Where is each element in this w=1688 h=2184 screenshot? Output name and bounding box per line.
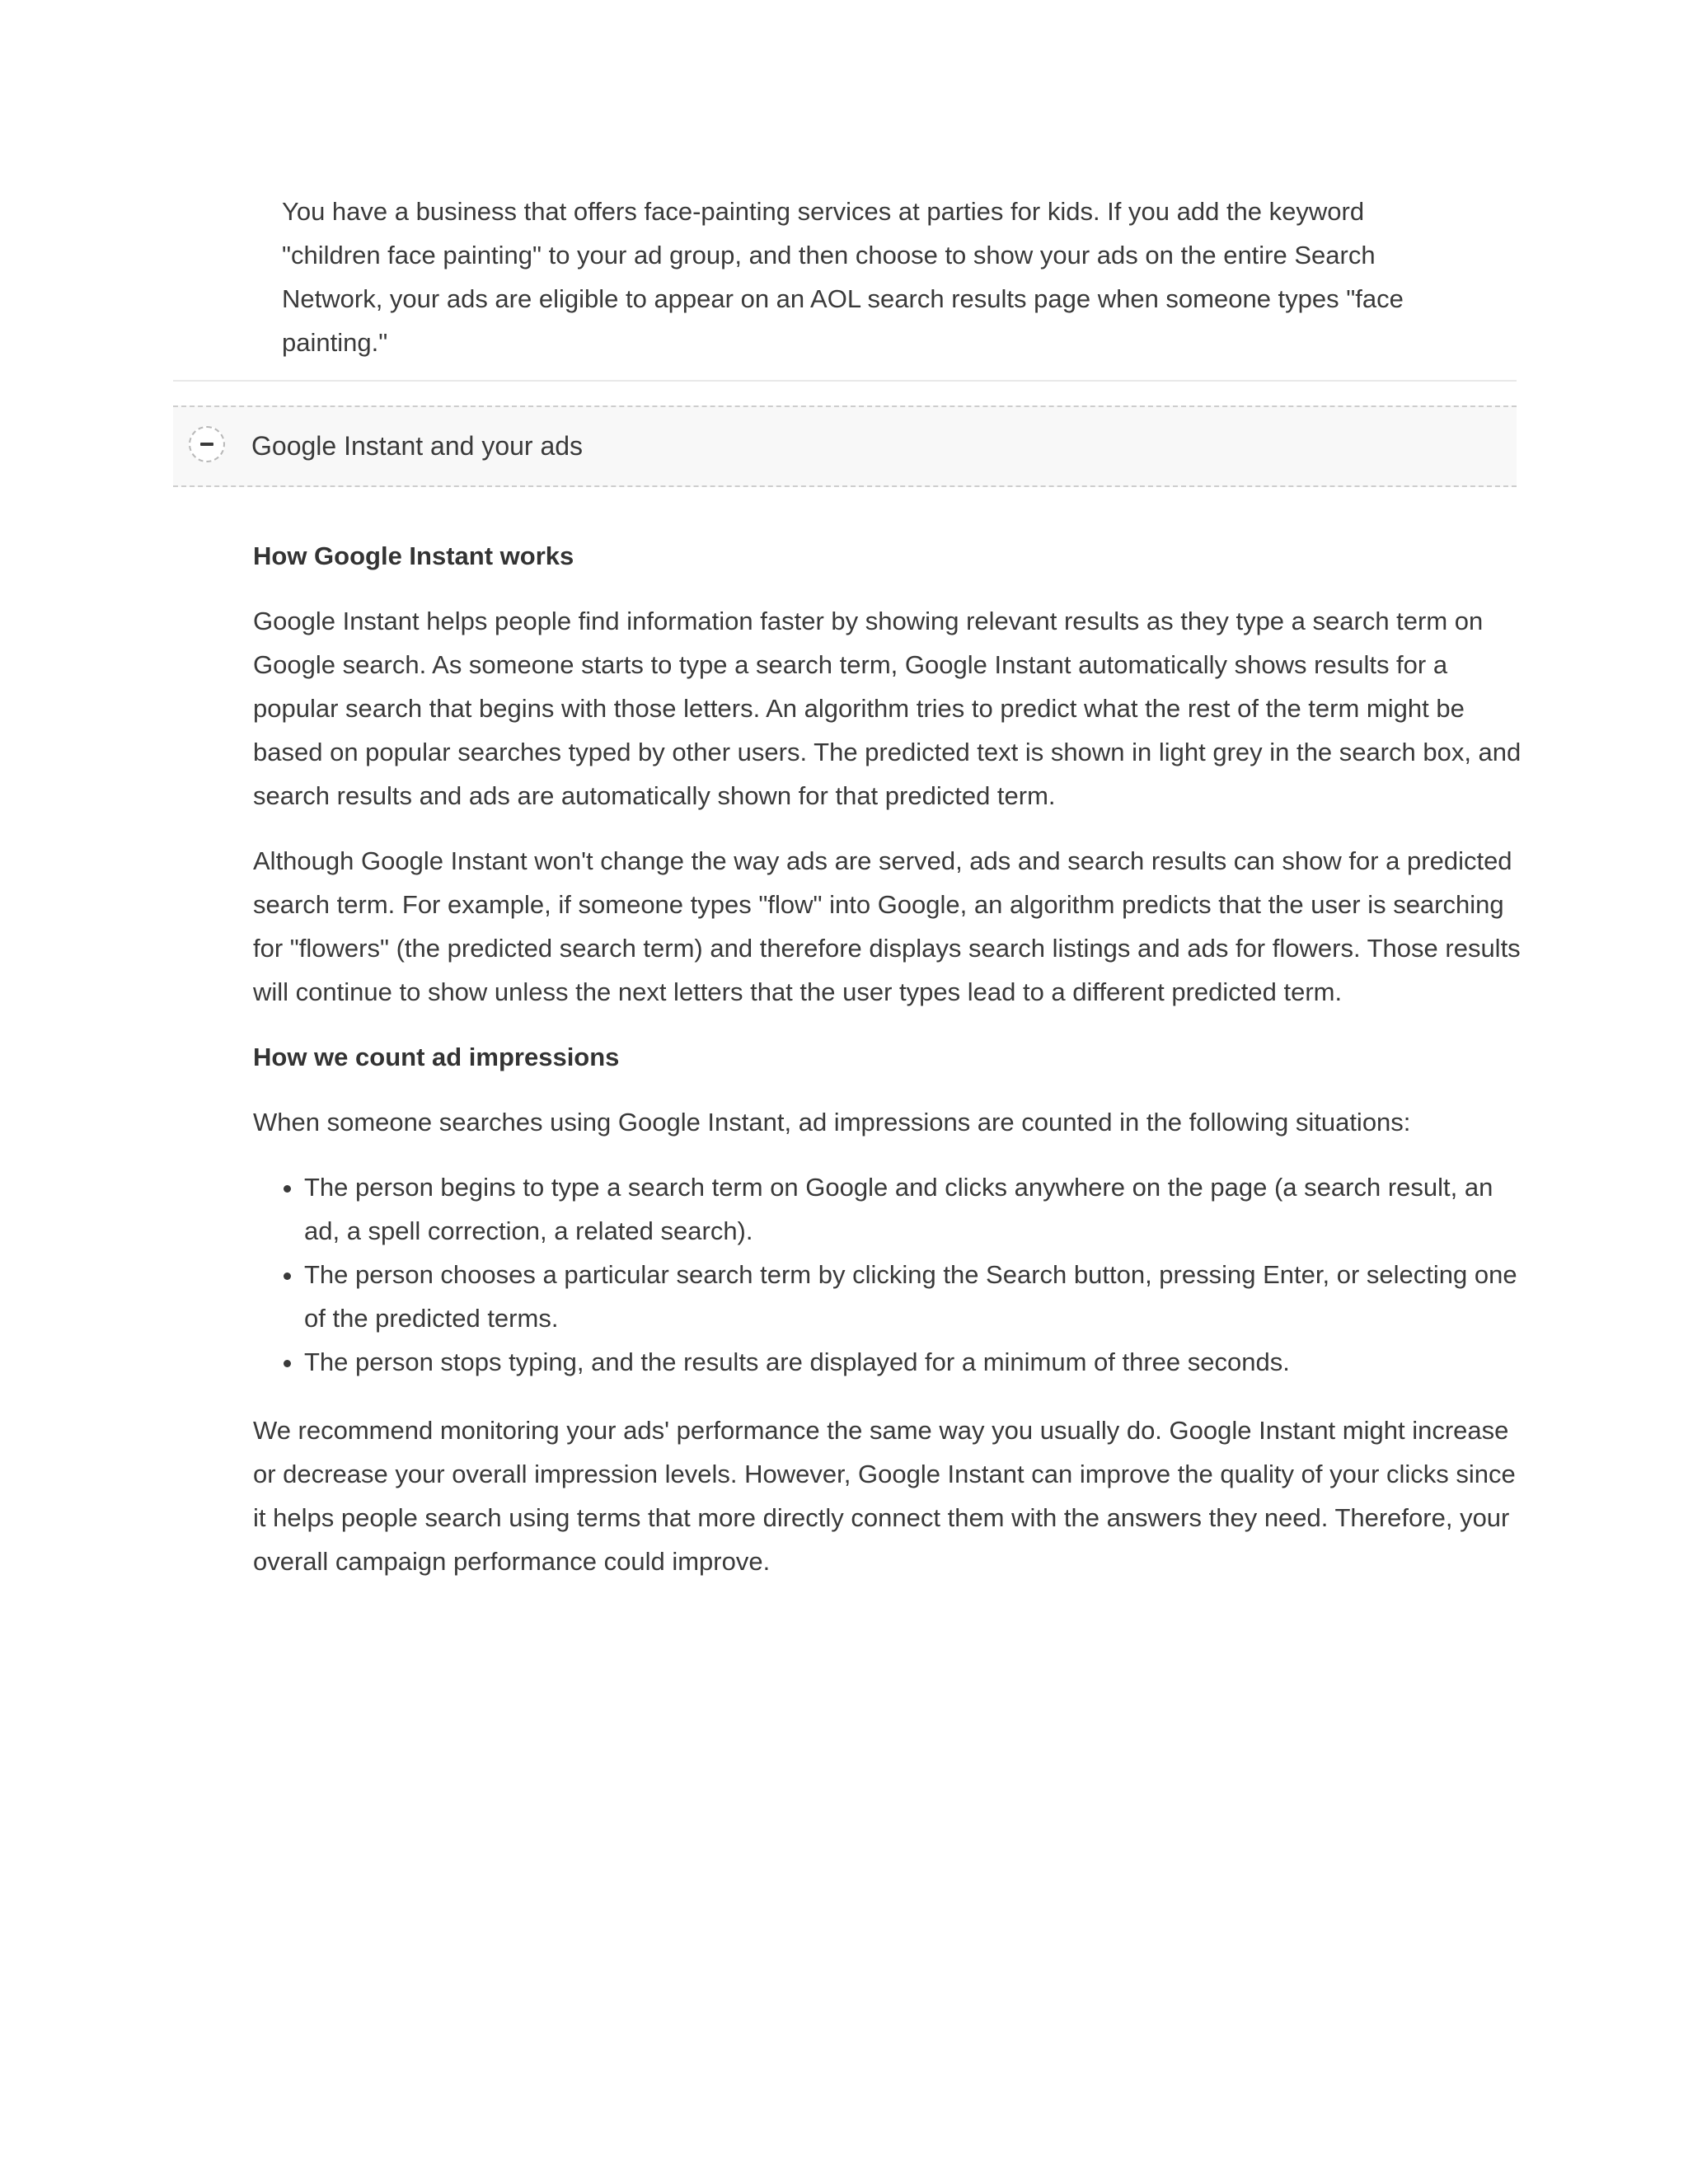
paragraph: We recommend monitoring your ads' performance the same way you usually do. Google Instant might increase or decrease your overall impression levels. However, Google Instant can improve the quality of your clicks since it helps people search using terms that more directly connect them with the answers they need. Therefore, your overall campaign performance could improve.: [253, 1416, 1516, 1576]
divider: [173, 380, 1517, 382]
paragraph: Although Google Instant won't change the way ads are served, ads and search results can show for a predicted search term. For example, if someone types "flow" into Google, an algorithm predicts that the user is searching for "flowers" (the predicted search term) and therefore displays search listings and ads for flowers. Those results will continue to show unless the next letters that the user types lead to a different predicted term.: [253, 846, 1521, 1006]
section-header-google-instant[interactable]: [173, 405, 1517, 487]
list-item: • The person chooses a particular search term by clicking the Search button, pressing Enter, or selecting one of the predicted terms.: [304, 1253, 1522, 1340]
list-item: • The person stops typing, and the results are displayed for a minimum of three seconds.: [304, 1340, 1522, 1384]
paragraph: Google Instant helps people find information faster by showing relevant results as they type a search term on Google search. As someone starts to type a search term, Google Instant automatically shows results for a popular search that begins with those letters. An algorithm tries to predict what the rest of the term might be based on popular searches typed by other users. The predicted text is shown in light grey in the search box, and search results and ads are automatically shown for that predicted term.: [253, 607, 1522, 810]
section-title: Google Instant and your ads: [251, 431, 584, 461]
minus-circle-icon[interactable]: [189, 426, 225, 462]
section-content: [253, 534, 1522, 1605]
list-item: • The person begins to type a search term on Google and clicks anywhere on the page (a search result, an ad, a spell correction, a related search).: [304, 1165, 1522, 1253]
heading-how-we-count-ad-impressions: How we count ad impressions: [253, 1043, 620, 1071]
example-text: You have a business that offers face-painting services at parties for kids. If you add the keyword "children face painting" to your ad group, and then choose to show your ads on the entire Search Network, your ads are eligible to appear on an AOL search results page when someone types "face painting.": [282, 197, 1404, 357]
impression-situations-list: [253, 1165, 1522, 1384]
paragraph: When someone searches using Google Instant, ad impressions are counted in the following situations:: [253, 1108, 1411, 1137]
heading-how-google-instant-works: How Google Instant works: [253, 541, 574, 570]
